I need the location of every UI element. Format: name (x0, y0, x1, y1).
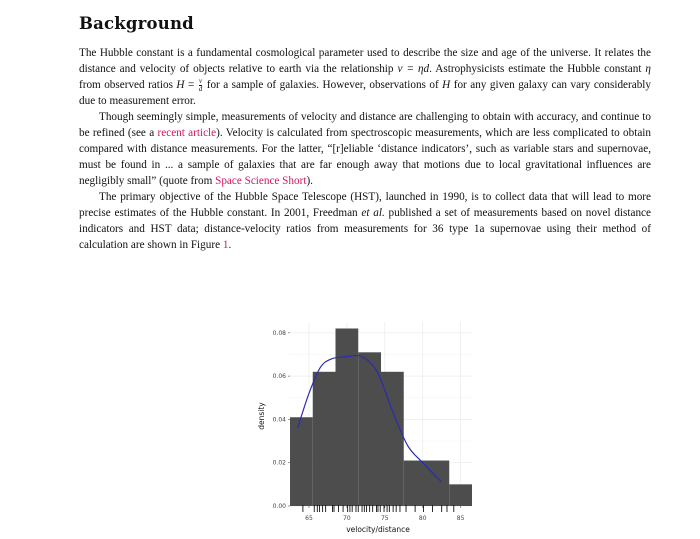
y-tick-label: 0.08 (272, 329, 286, 337)
y-tick-label: 0.06 (272, 373, 286, 381)
x-tick-label: 85 (456, 515, 465, 522)
histogram-bar (404, 461, 427, 506)
fraction-numerator: v (198, 76, 203, 85)
document-body (79, 14, 651, 253)
text: Though seemingly simple, measurements of velocity and distance are challenging to obtain with accuracy, and continue to be refined (see a (79, 111, 651, 139)
text: The primary objective of the Hubble Space Telescope (HST), launched in 1990, is to collect data that will lead to more precise estimates of the Hubble constant. In 2001, Freedman (79, 191, 651, 219)
math-equals: = (184, 79, 198, 91)
text: for a sample of galaxies. However, observations of (203, 79, 443, 91)
histogram-bar (290, 417, 313, 506)
x-tick-label: 65 (305, 515, 313, 522)
fraction-denominator: d (198, 84, 203, 93)
histogram-bar (427, 461, 450, 506)
figure-1 (250, 318, 480, 536)
text: . Astrophysicists estimate the Hubble constant (429, 63, 646, 75)
math-relationship: v = ηd (397, 63, 430, 75)
text: for any given galaxy can vary considerably due to measurement error. (79, 79, 651, 107)
x-tick-label: 70 (343, 515, 351, 522)
histogram-bar (381, 372, 404, 506)
x-axis-title: velocity/distance (346, 525, 410, 534)
histogram-chart (250, 318, 480, 536)
text: The Hubble constant is a fundamental cosmological parameter used to describe the size and age of the universe. It relates the distance and velocity of objects relative to earth via the relationship (79, 47, 651, 75)
text: from observed ratios (79, 79, 177, 91)
x-tick-label: 75 (380, 515, 389, 522)
text: ). (306, 175, 313, 187)
y-tick-label: 0.04 (272, 416, 286, 424)
section-heading: Background (79, 14, 194, 33)
y-axis-title: density (257, 402, 266, 430)
y-tick-label: 0.00 (272, 503, 286, 510)
math-fraction (199, 78, 203, 93)
paragraph-3 (79, 189, 651, 253)
et-al: et al. (361, 207, 385, 219)
paragraph-2 (79, 109, 651, 189)
math-eta: η (645, 63, 651, 75)
figure-reference-link[interactable]: 1 (222, 239, 229, 251)
y-tick-label: 0.02 (272, 459, 286, 467)
histogram-bar (449, 484, 472, 506)
recent-article-link[interactable]: recent article (157, 127, 217, 139)
histogram-bar (358, 352, 381, 506)
histogram-bar (313, 372, 336, 506)
space-science-short-link[interactable]: Space Science Short (215, 175, 307, 187)
text: . (228, 239, 232, 251)
x-tick-label: 80 (418, 515, 427, 522)
text: ). Velocity is calculated from spectroscopic measurements, which are less complicated to obtain compared with distance measurements. For the latter, “[r]eliable ‘distance indicators’, such as variable stars and supernovae, must be found in ... a sample of galaxies that are far enough away that motions due to local gravitational influences are negligibly small” (quote from (79, 127, 651, 187)
math-H: H (176, 79, 185, 91)
math-H: H (442, 79, 451, 91)
text: published a set of measurements based on novel distance indicators and HST data; distance-velocity ratios from measurements for 36 type 1a supernovae using their method of calculation are shown in Figure (79, 207, 651, 251)
paragraph-1 (79, 45, 651, 109)
